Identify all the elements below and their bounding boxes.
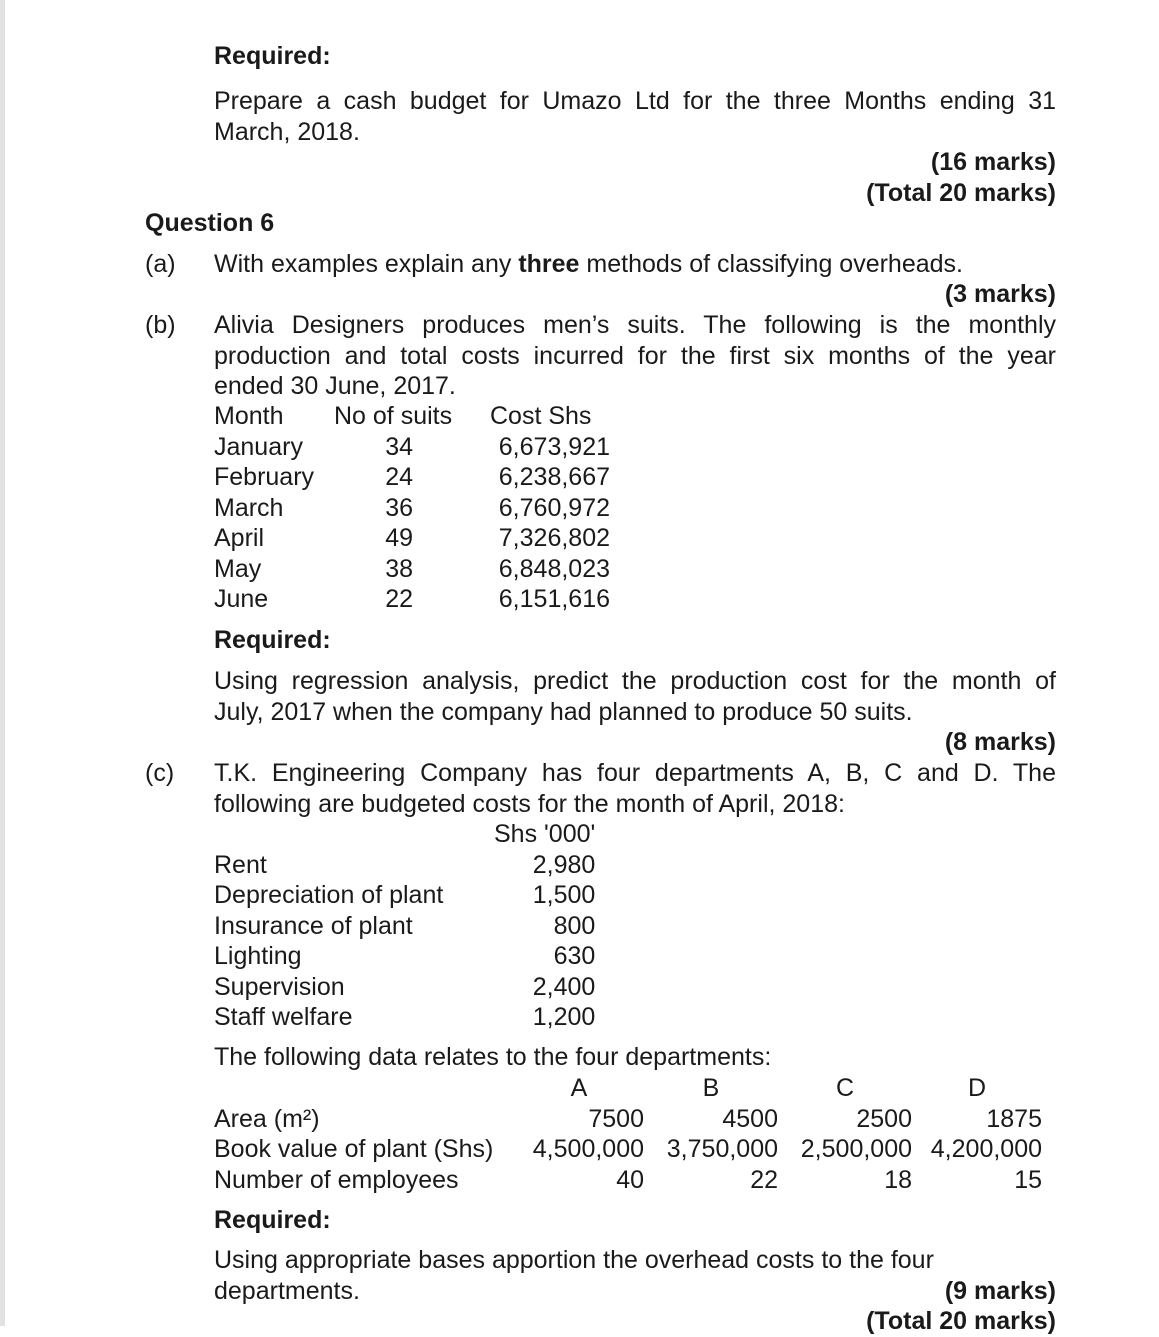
part-b-label: (b) — [145, 311, 176, 339]
dept-header-d: D — [967, 1074, 987, 1102]
top-instruction — [214, 86, 1056, 147]
cost-item: Supervision — [214, 972, 345, 1001]
question-title: Question 6 — [145, 209, 275, 237]
dept-b-value: 4500 — [722, 1104, 778, 1133]
part-b-marks: (8 marks) — [944, 728, 1056, 756]
cost-cell: 6,151,616 — [498, 585, 610, 613]
table-row — [214, 911, 595, 942]
suits-cell: 22 — [385, 585, 413, 613]
table-row — [214, 1134, 1042, 1165]
table-row — [214, 584, 610, 615]
month-cell: February — [214, 463, 315, 491]
dept-d-value: 15 — [1014, 1165, 1042, 1194]
month-cell: June — [214, 585, 269, 613]
month-cell: May — [214, 554, 262, 583]
part-c-req-line2: departments. — [214, 1276, 360, 1305]
dept-row-label: Number of employees — [214, 1165, 459, 1194]
part-b-requirement — [214, 666, 1056, 727]
suits-cell: 34 — [385, 432, 413, 461]
cost-item: Rent — [214, 850, 267, 879]
top-required-heading: Required: — [214, 42, 331, 70]
suits-cell: 24 — [385, 463, 413, 491]
table-row — [214, 1104, 1042, 1135]
page-edge — [0, 0, 5, 1326]
cost-item: Staff welfare — [214, 1003, 353, 1031]
departments-table — [214, 1073, 1042, 1195]
top-marks: (16 marks) — [930, 148, 1056, 176]
part-b-required-heading: Required: — [214, 626, 331, 654]
month-cell: January — [214, 432, 303, 461]
part-c-line2: following are budgeted costs for the month of April, 2018: — [214, 789, 845, 818]
cost-cell: 6,760,972 — [498, 493, 610, 522]
dept-row-label: Area (m²) — [214, 1104, 320, 1133]
part-b-text — [214, 310, 1056, 402]
production-cost-table — [214, 401, 610, 615]
table-row — [214, 972, 595, 1003]
table-row — [214, 1165, 1042, 1196]
part-c-line1: T.K. Engineering Company has four departments A, B, C and D. The — [214, 759, 1056, 787]
cost-item: Insurance of plant — [214, 911, 413, 940]
table-row — [214, 432, 610, 463]
dept-b-value: 22 — [750, 1165, 778, 1194]
col-header-cost: Cost Shs — [490, 402, 592, 430]
dept-b-value: 3,750,000 — [666, 1135, 778, 1163]
dept-header-blank — [214, 1073, 510, 1104]
costs-unit-header: Shs '000' — [494, 820, 596, 848]
dept-table-header — [214, 1073, 1042, 1104]
production-table-header — [214, 401, 610, 432]
part-a-text-end: methods of classifying overheads. — [579, 250, 963, 278]
dept-a-value: 40 — [616, 1165, 644, 1194]
cost-item: Lighting — [214, 942, 302, 970]
suits-cell: 38 — [385, 554, 413, 583]
cost-value: 2,400 — [532, 972, 596, 1001]
dept-header-c: C — [835, 1074, 855, 1102]
dept-c-value: 18 — [884, 1165, 912, 1194]
dept-c-value: 2500 — [856, 1104, 912, 1133]
dept-c-value: 2,500,000 — [800, 1135, 912, 1163]
suits-cell: 36 — [385, 493, 413, 522]
part-c-text — [214, 758, 1056, 819]
cost-item-header-blank — [214, 819, 494, 850]
dept-header-a: A — [570, 1074, 588, 1102]
month-cell: March — [214, 493, 284, 522]
dept-a-value: 7500 — [588, 1104, 644, 1133]
table-row — [214, 462, 610, 493]
part-a-text-bold: three — [518, 250, 580, 278]
costs-table-header — [214, 819, 595, 850]
part-b-req-line1: Using regression analysis, predict the production cost for the month of — [214, 667, 1056, 695]
part-c-total-marks: (Total 20 marks) — [866, 1307, 1056, 1335]
dept-d-value: 4,200,000 — [930, 1135, 1042, 1163]
cost-value: 800 — [553, 911, 596, 940]
cost-cell: 6,673,921 — [498, 432, 610, 461]
cost-cell: 7,326,802 — [498, 524, 610, 552]
table-row — [214, 941, 595, 972]
cost-value: 1,500 — [532, 881, 596, 909]
col-header-suits: No of suits — [334, 402, 453, 430]
top-total-marks: (Total 20 marks) — [866, 179, 1056, 207]
part-a-label: (a) — [145, 250, 176, 278]
cost-cell: 6,238,667 — [498, 463, 610, 491]
dept-a-value: 4,500,000 — [532, 1135, 644, 1163]
part-b-line2: production and total costs incurred for the first six months of the year — [214, 341, 1056, 370]
table-row — [214, 850, 595, 881]
dept-header-b: B — [702, 1074, 720, 1102]
table-row — [214, 554, 610, 585]
cost-cell: 6,848,023 — [498, 554, 610, 583]
table-row — [214, 523, 610, 554]
cost-value: 2,980 — [532, 850, 596, 879]
dept-row-label: Book value of plant (Shs) — [214, 1135, 494, 1163]
part-c-marks: (9 marks) — [944, 1277, 1056, 1305]
budgeted-costs-table — [214, 819, 595, 1033]
part-c-required-heading: Required: — [214, 1206, 331, 1234]
cost-value: 1,200 — [532, 1003, 596, 1031]
part-a-marks: (3 marks) — [944, 280, 1056, 308]
part-a-text-start: With examples explain any — [214, 250, 519, 278]
table-row — [214, 1002, 595, 1033]
part-b-line3: ended 30 June, 2017. — [214, 372, 456, 400]
month-cell: April — [214, 524, 265, 552]
part-b-line1: Alivia Designers produces men’s suits. The following is the monthly — [214, 311, 1056, 339]
top-instruction-line2: March, 2018. — [214, 117, 360, 146]
part-c-req-line1: Using appropriate bases apportion the overhead costs to the four — [214, 1246, 934, 1274]
table-row — [214, 493, 610, 524]
col-header-month: Month — [214, 402, 284, 430]
top-instruction-line1: Prepare a cash budget for Umazo Ltd for the three Months ending 31 — [214, 87, 1056, 115]
part-a-text — [214, 249, 963, 280]
table-row — [214, 880, 595, 911]
cost-value: 630 — [553, 942, 596, 970]
part-c-label: (c) — [145, 759, 175, 787]
suits-cell: 49 — [385, 524, 413, 552]
part-b-req-line2: July, 2017 when the company had planned to produce 50 suits. — [214, 697, 913, 726]
dept-data-intro: The following data relates to the four departments: — [214, 1043, 772, 1071]
cost-item: Depreciation of plant — [214, 881, 444, 909]
dept-d-value: 1875 — [986, 1104, 1042, 1133]
